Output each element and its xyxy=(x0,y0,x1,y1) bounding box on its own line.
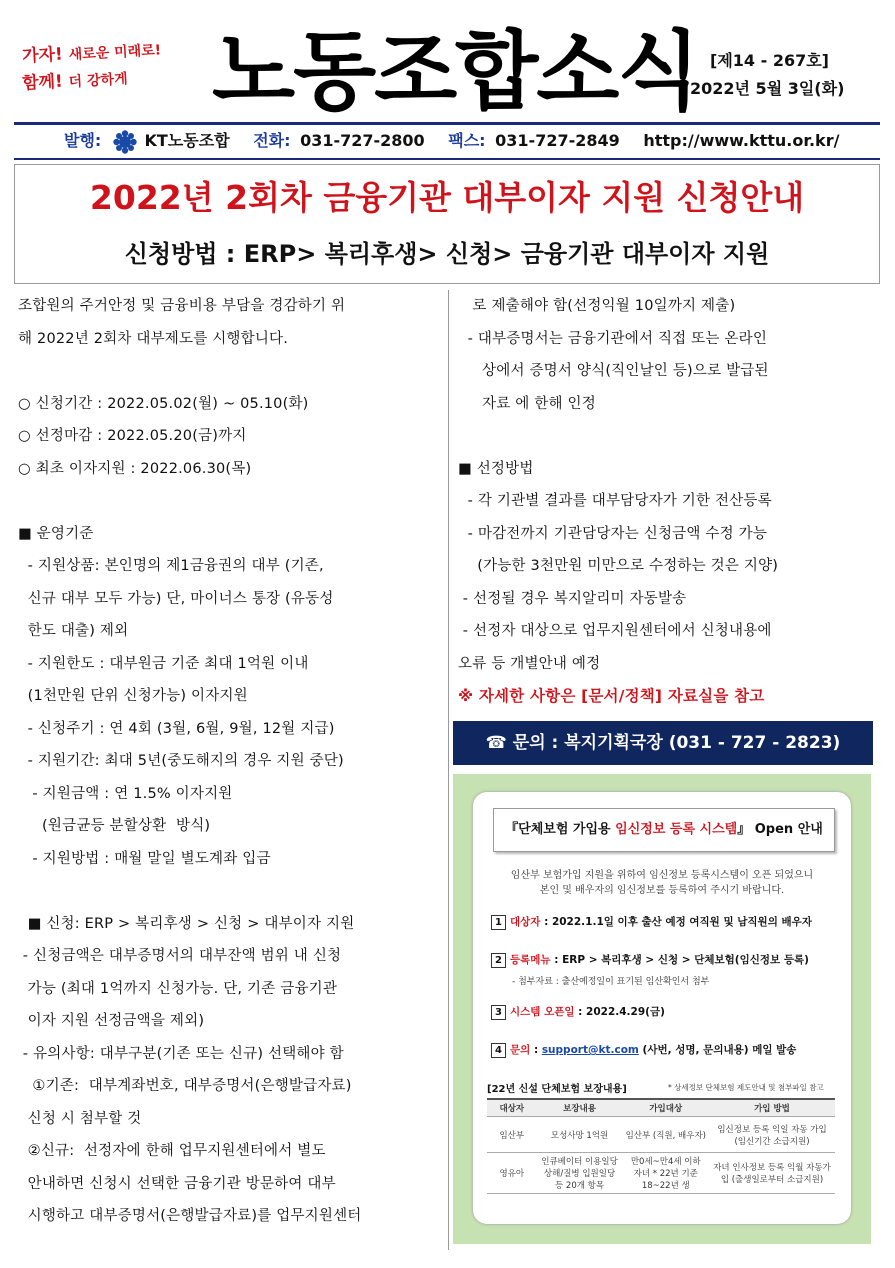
right-line: (가능한 3천만원 미만으로 수정하는 것은 지양) xyxy=(458,558,779,574)
fax-label: 팩스: xyxy=(448,131,486,150)
publisher-label: 발행: xyxy=(64,131,102,150)
left-line: - 지원금액 : 연 1.5% 이자지원 xyxy=(18,785,233,802)
table-cell: 인큐베이터 이용일당 상해/질병 입원일당 등 20개 항목 xyxy=(537,1153,623,1194)
left-line: 가능 (최대 1억까지 신청가능. 단, 기존 금융기관 xyxy=(18,980,338,997)
table-cell: 임산부 (직원, 배우자) xyxy=(623,1117,709,1153)
article-title: 2022년 2회차 금융기관 대부이자 지원 신청안내 xyxy=(89,178,805,217)
left-line: - 유의사항: 대부구분(기존 또는 신규) 선택해야 함 xyxy=(18,1045,344,1062)
right-line: - 선정될 경우 복지알리미 자동발송 xyxy=(458,590,687,607)
poster-title: 『단체보험 가입용 임신정보 등록 시스템』 Open 안내 xyxy=(493,808,835,852)
right-line: 상에서 증명서 양식(직인날인 등)으로 발급된 xyxy=(458,363,769,379)
phone-label: 전화: xyxy=(253,131,291,150)
table-cell: 자녀 인사정보 등록 익월 자동가입 (출생일로부터 소급지원) xyxy=(709,1153,835,1194)
poster-item-open-date: 3 시스템 오픈일 : 2022.4.29(금) xyxy=(491,1004,665,1020)
publisher-name: KT노동조합 xyxy=(144,131,230,150)
right-line: 로 제출해야 함(선정익월 10일까지 제출) xyxy=(458,298,736,314)
left-line: (원금균등 분할상환 방식) xyxy=(18,818,211,834)
kttu-logo-icon xyxy=(113,130,137,154)
left-line: ○ 신청기간 : 2022.05.02(월) ~ 05.10(화) xyxy=(18,395,309,412)
table-cell: 임산부 xyxy=(487,1117,537,1153)
slogan-line-1: 가자! 새로운 미래로! xyxy=(21,42,162,67)
left-line: - 지원기간: 최대 5년(중도해지의 경우 지원 중단) xyxy=(18,753,344,769)
table-cell: 모성사망 1억원 xyxy=(537,1117,623,1153)
table-header: 가입대상 xyxy=(623,1099,709,1117)
contact-bar: ☎ 문의 : 복지기획국장 (031 - 727 - 2823) xyxy=(453,721,873,765)
left-line: ■ 신청: ERP > 복리후생 > 신청 > 대부이자 지원 xyxy=(18,915,355,932)
left-line: ■ 운영기준 xyxy=(18,525,94,542)
table-row xyxy=(487,1117,835,1153)
website-link[interactable]: http://www.kttu.or.kr/ xyxy=(643,131,840,150)
table-row xyxy=(487,1153,835,1194)
left-column xyxy=(18,290,442,1233)
right-line: ■ 선정방법 xyxy=(458,460,534,477)
right-column xyxy=(458,290,878,713)
right-line xyxy=(458,420,878,453)
left-line: - 지원상품: 본인명의 제1금융권의 대부 (기존, xyxy=(18,558,324,574)
phone-number: 031-727-2800 xyxy=(300,131,425,150)
right-line: 자료 에 한해 인정 xyxy=(458,395,596,412)
table-cell: 영유아 xyxy=(487,1153,537,1194)
right-line: 오류 등 개별안내 예정 xyxy=(458,655,601,672)
application-method: 신청방법 : ERP> 복리후생> 신청> 금융기관 대부이자 지원 xyxy=(124,240,770,268)
issue-date: 2022년 5월 3일(화) xyxy=(690,79,845,98)
left-line: 신청 시 첨부할 것 xyxy=(18,1110,142,1127)
poster-item-inquiry: 4 문의 : support@kt.com (사번, 성명, 문의내용) 메일 발송 xyxy=(491,1042,796,1058)
poster-intro-2: 본인 및 배우자의 임신정보를 등록하여 주시기 바랍니다. xyxy=(539,885,785,896)
fax-number: 031-727-2849 xyxy=(495,131,620,150)
left-line: 해 2022년 2회차 대부제도를 시행합니다. xyxy=(18,330,289,347)
left-line: 조합원의 주거안정 및 금융비용 부담을 경감하기 위 xyxy=(18,298,346,314)
poster-item-menu-sub: - 첨부자료 : 출산예정일이 표기된 임산확인서 첨부 xyxy=(512,977,710,987)
left-line: 신규 대부 모두 가능) 단, 마이너스 통장 (유동성 xyxy=(18,590,334,607)
poster-item-menu: 2 등록메뉴 : ERP > 복리후생 > 신청 > 단체보험(임신정보 등록) xyxy=(491,952,809,968)
left-line: 한도 대출) 제외 xyxy=(18,623,129,639)
left-line: 안내하면 신청시 선택한 금융기관 방문하여 대부 xyxy=(18,1175,336,1192)
newsletter-title: 노동조합소식 xyxy=(212,22,699,122)
issue-number: [제14 - 267호] xyxy=(710,51,829,70)
slogan-line-2: 함께! 더 강하게 xyxy=(21,71,129,94)
table-cell: 임신정보 등록 익일 자동 가입 (임신기간 소급지원) xyxy=(709,1117,835,1153)
left-line xyxy=(18,485,442,518)
poster-table-title: [22년 신설 단체보험 보장내용] xyxy=(487,1084,627,1095)
table-header: 대상자 xyxy=(487,1099,537,1117)
right-line: - 선정자 대상으로 업무지원센터에서 신청내용에 xyxy=(458,623,772,639)
left-line: 이자 지원 선정금액을 제외) xyxy=(18,1013,205,1029)
left-line: ②신규: 선정자에 한해 업무지원센터에서 별도 xyxy=(18,1143,326,1159)
column-divider xyxy=(448,290,449,1250)
publisher-bar xyxy=(14,128,880,156)
left-line xyxy=(18,355,442,388)
left-line xyxy=(18,875,442,908)
left-line: - 지원한도 : 대부원금 기준 최대 1억원 이내 xyxy=(18,655,309,672)
right-line: - 대부증명서는 금융기관에서 직접 또는 온라인 xyxy=(458,330,768,347)
poster-intro-1: 임산부 보험가입 지원을 위하여 임신정보 등록시스템이 오픈 되었으니 xyxy=(510,870,814,881)
table-header: 가입 방법 xyxy=(709,1099,835,1117)
left-line: 시행하고 대부증명서(은행발급자료)를 업무지원센터 xyxy=(18,1208,362,1224)
table-header: 보장내용 xyxy=(537,1099,623,1117)
poster-item-target: 1 대상자 : 2022.1.1일 이후 출산 예정 여직원 및 남직원의 배우자 xyxy=(491,914,812,930)
right-line: - 각 기관별 결과를 대부담당자가 기한 전산등록 xyxy=(458,493,772,509)
right-column-lines xyxy=(458,290,878,680)
notice-text: ※ 자세한 사항은 [문서/정책] 자료실을 참고 xyxy=(458,687,765,705)
left-line: ○ 최초 이자지원 : 2022.06.30(목) xyxy=(18,460,252,477)
divider xyxy=(14,122,880,125)
right-line: - 마감전까지 기관담당자는 신청금액 수정 가능 xyxy=(458,525,768,542)
left-line: - 신청주기 : 연 4회 (3월, 6월, 9월, 12월 지급) xyxy=(18,720,335,737)
left-line: ○ 선정마감 : 2022.05.20(금)까지 xyxy=(18,428,247,444)
left-line: (1천만원 단위 신청가능) 이자지원 xyxy=(18,688,248,704)
divider xyxy=(14,158,880,160)
poster-table-note: * 상세정보 단체보험 제도안내 및 첨부파일 참고 xyxy=(668,1083,824,1092)
table-cell: 만0세~만4세 이하 자녀 * 22년 기준 18~22년 생 xyxy=(623,1153,709,1194)
left-line: - 신청금액은 대부증명서의 대부잔액 범위 내 신청 xyxy=(18,948,342,964)
coverage-table xyxy=(487,1098,835,1194)
left-line: ①기존: 대부계좌번호, 대부증명서(은행발급자료) xyxy=(18,1078,352,1094)
left-line: - 지원방법 : 매월 말일 별도계좌 입금 xyxy=(18,850,271,867)
